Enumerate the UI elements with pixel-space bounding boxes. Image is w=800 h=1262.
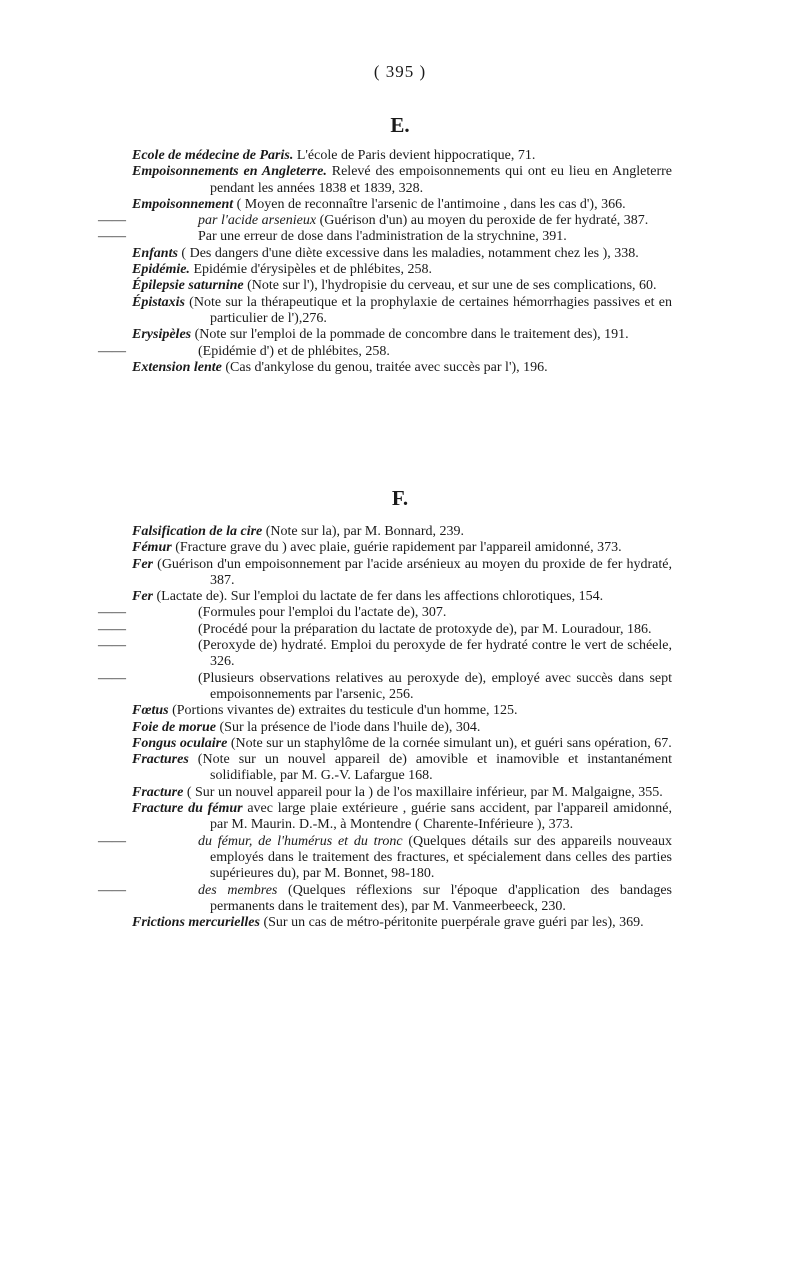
entry-heading: Empoisonnement bbox=[132, 196, 234, 212]
index-entry bbox=[132, 589, 672, 605]
entry-heading: Épistaxis bbox=[132, 294, 185, 310]
index-entry bbox=[132, 148, 672, 164]
entry-heading: Épilepsie saturnine bbox=[132, 278, 244, 294]
entry-text: (Formules pour l'emploi du l'actate de), 307. bbox=[198, 605, 447, 621]
entry-heading: Fracture du fémur bbox=[132, 801, 243, 817]
index-subentry bbox=[98, 605, 672, 621]
entry-text: ( Sur un nouvel appareil pour la ) de l'os maxillaire inférieur, par M. Malgaigne, 355. bbox=[183, 784, 663, 800]
index-entry bbox=[132, 801, 672, 834]
entry-text: (Guérison d'un empoisonnement par l'acide arsénieux au moyen du proxide de fer hydraté, 387. bbox=[153, 556, 672, 588]
index-entry bbox=[132, 785, 672, 801]
entry-text: (Plusieurs observations relatives au peroxyde de), employé avec succès dans sept empoisonnements par l'arsenic, 256. bbox=[198, 670, 672, 702]
index-section-f bbox=[98, 524, 672, 931]
entry-heading: Empoisonnements en Angleterre. bbox=[132, 164, 327, 180]
index-entry bbox=[132, 278, 672, 294]
entry-text: (Epidémie d') et de phlébites, 258. bbox=[198, 343, 390, 359]
entry-text: L'école de Paris devient hippocratique, 71. bbox=[293, 148, 536, 163]
entry-heading: du fémur, de l'humérus et du tronc bbox=[198, 833, 403, 849]
entry-heading: Fer bbox=[132, 556, 153, 572]
ditto-dash: —— bbox=[98, 670, 126, 686]
page-number: ( 395 ) bbox=[373, 62, 427, 81]
entry-text: ( Moyen de reconnaître l'arsenic de l'antimoine , dans les cas d'), 366. bbox=[233, 196, 626, 212]
ditto-dash: —— bbox=[98, 621, 126, 637]
entry-heading: Fœtus bbox=[132, 703, 169, 719]
ditto-dash: —— bbox=[98, 882, 126, 898]
entry-text: (Note sur la thérapeutique et la prophylaxie de certaines hémorrhagies passives et en particulier de l'),276. bbox=[184, 294, 672, 326]
index-subentry bbox=[98, 833, 672, 883]
entry-text: (Guérison d'un) au moyen du peroxide de fer hydraté, 387. bbox=[316, 213, 649, 229]
section-letter-f: F. bbox=[391, 486, 409, 510]
index-entry bbox=[132, 246, 672, 262]
entry-text: (Sur un cas de métro-péritonite puerpérale grave guéri par les), 369. bbox=[259, 915, 644, 931]
entry-heading: Fractures bbox=[132, 752, 189, 768]
entry-heading: Fémur bbox=[132, 540, 172, 556]
entry-text: Par une erreur de dose dans l'administration de la strychnine, 391. bbox=[198, 229, 567, 245]
index-subentry bbox=[98, 621, 672, 638]
entry-text: (Procédé pour la préparation du lactate de protoxyde de), par M. Louradour, 186. bbox=[198, 621, 652, 637]
ditto-dash: —— bbox=[98, 833, 126, 849]
ditto-dash: —— bbox=[98, 605, 126, 621]
ditto-dash: —— bbox=[98, 343, 126, 359]
entry-heading: Fer bbox=[132, 589, 153, 605]
index-entry bbox=[132, 164, 672, 197]
entry-text: (Note sur un staphylôme de la cornée simulant un), et guéri sans opération, 67. bbox=[227, 735, 672, 751]
index-entry bbox=[132, 262, 672, 278]
index-entry bbox=[132, 540, 672, 556]
entry-text: avec large plaie extérieure , guérie sans accident, par l'appareil amidonné, par M. Maurin. D.-M., à Montendre ( Charente-Inférieure ), 373. bbox=[210, 801, 672, 833]
entry-text: (Note sur la), par M. Bonnard, 239. bbox=[262, 524, 465, 539]
index-entry bbox=[132, 327, 672, 343]
entry-heading: Foie de morue bbox=[132, 719, 216, 735]
index-subentry bbox=[98, 343, 672, 360]
index-entry bbox=[132, 197, 672, 213]
index-entry bbox=[132, 295, 672, 328]
entry-heading: Enfants bbox=[132, 245, 178, 261]
entry-heading: Frictions mercurielles bbox=[132, 915, 260, 931]
ditto-dash: —— bbox=[98, 229, 126, 245]
entry-text: (Lactate de). Sur l'emploi du lactate de fer dans les affections chlorotiques, 154. bbox=[153, 589, 604, 605]
index-entry bbox=[132, 524, 672, 540]
entry-text: (Fracture grave du ) avec plaie, guérie rapidement par l'appareil amidonné, 373. bbox=[171, 540, 622, 556]
index-subentry bbox=[98, 670, 672, 704]
entry-text: (Portions vivantes de) extraites du testicule d'un homme, 125. bbox=[168, 703, 518, 719]
section-letter-e: E. bbox=[390, 113, 410, 137]
entry-text: ( Des dangers d'une diète excessive dans les maladies, notamment chez les ), 338. bbox=[177, 245, 639, 261]
index-entry bbox=[132, 720, 672, 736]
entry-heading: Epidémie. bbox=[132, 262, 190, 278]
entry-text: (Note sur un nouvel appareil de) amovible et inamovible et instantanément solidifiable, par M. G.-V. Lafargue 168. bbox=[188, 752, 672, 784]
entry-text: Epidémie d'érysipèles et de phlébites, 258. bbox=[189, 262, 432, 278]
entry-text: (Quelques réflexions sur l'époque d'application des bandages permanents dans le traitement des), par M. Vanmeerbeeck, 230. bbox=[210, 882, 672, 914]
entry-text: (Note sur l'), l'hydropisie du cerveau, et sur une de ses complications, 60. bbox=[243, 278, 657, 294]
entry-text: (Cas d'ankylose du genou, traitée avec succès par l'), 196. bbox=[221, 359, 548, 375]
index-entry bbox=[132, 736, 672, 752]
entry-heading: par l'acide arsenieux bbox=[198, 213, 317, 229]
index-entry bbox=[132, 703, 672, 719]
entry-text: Relevé des empoisonnements qui ont eu lieu en Angleterre pendant les années 1838 et 1839, 328. bbox=[210, 164, 672, 196]
index-entry bbox=[132, 360, 672, 376]
index-subentry bbox=[98, 882, 672, 916]
entry-heading: Fongus oculaire bbox=[132, 735, 228, 751]
entry-text: (Peroxyde de) hydraté. Emploi du peroxyde de fer hydraté contre le vert de schéele, 326. bbox=[198, 638, 672, 670]
index-subentry bbox=[98, 213, 672, 229]
index-entry bbox=[132, 752, 672, 785]
entry-heading: des membres bbox=[198, 882, 278, 898]
index-subentry bbox=[98, 638, 672, 671]
index-subentry bbox=[98, 229, 672, 245]
ditto-dash: —— bbox=[98, 638, 126, 654]
entry-heading: Falsification de la cire bbox=[132, 524, 263, 539]
entry-text: (Quelques détails sur des appareils nouveaux employés dans le traitement des fractures, et spécialement dans celles des parties supérieures du), par M. Bonnet, 98-180. bbox=[210, 833, 672, 882]
entry-heading: Erysipèles bbox=[132, 327, 192, 343]
entry-text: (Note sur l'emploi de la pommade de concombre dans le traitement des), 191. bbox=[191, 327, 629, 343]
entry-heading: Extension lente bbox=[132, 359, 222, 375]
index-entry bbox=[132, 915, 672, 931]
entry-heading: Fracture bbox=[132, 784, 184, 800]
ditto-dash: —— bbox=[98, 213, 126, 229]
entry-text: (Sur la présence de l'iode dans l'huile de), 304. bbox=[216, 719, 481, 735]
entry-heading: Ecole de médecine de Paris. bbox=[132, 148, 294, 163]
index-entry bbox=[132, 557, 672, 590]
index-section-e bbox=[98, 148, 672, 376]
